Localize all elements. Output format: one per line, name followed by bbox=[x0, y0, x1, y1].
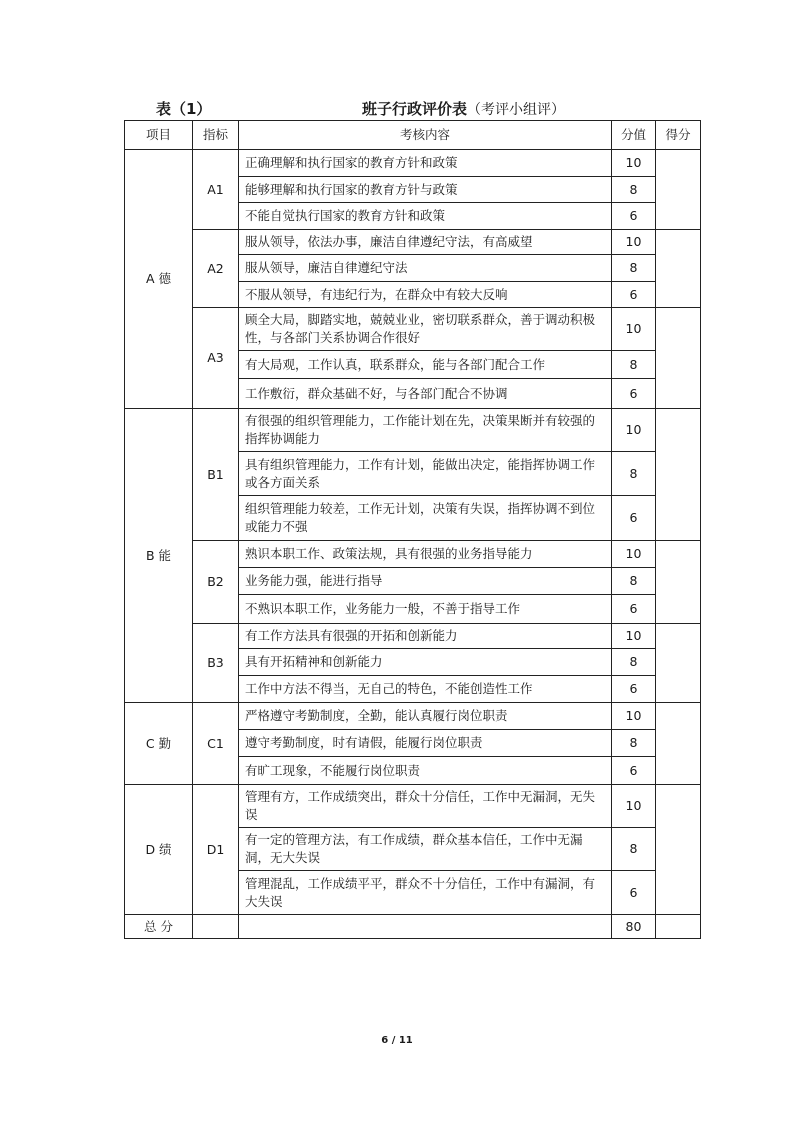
table-row bbox=[125, 150, 701, 177]
score-cell: 8 bbox=[612, 452, 656, 496]
total-row bbox=[125, 915, 701, 939]
earned-score-cell[interactable] bbox=[656, 409, 701, 541]
table-row bbox=[125, 624, 701, 649]
score-cell: 10 bbox=[612, 409, 656, 452]
total-label: 总 分 bbox=[125, 915, 193, 939]
project-cell: D 绩 bbox=[125, 785, 193, 915]
content-cell: 有很强的组织管理能力，工作能计划在先，决策果断并有较强的指挥协调能力 bbox=[239, 409, 612, 452]
content-cell: 正确理解和执行国家的教育方针和政策 bbox=[239, 150, 612, 177]
content-cell: 具有开拓精神和创新能力 bbox=[239, 649, 612, 676]
indicator-cell: D1 bbox=[193, 785, 239, 915]
score-cell: 10 bbox=[612, 308, 656, 351]
title-text: 班子行政评价表 bbox=[362, 100, 468, 118]
earned-score-cell[interactable] bbox=[656, 230, 701, 308]
content-cell: 能够理解和执行国家的教育方针与政策 bbox=[239, 177, 612, 203]
indicator-cell: B1 bbox=[193, 409, 239, 541]
content-cell: 管理有方，工作成绩突出，群众十分信任，工作中无漏洞，无失误 bbox=[239, 785, 612, 828]
content-cell: 工作中方法不得当，无自己的特色，不能创造性工作 bbox=[239, 676, 612, 703]
total-indicator-cell bbox=[193, 915, 239, 939]
table-title bbox=[362, 98, 565, 119]
score-cell: 8 bbox=[612, 351, 656, 379]
content-cell: 不能自觉执行国家的教育方针和政策 bbox=[239, 203, 612, 230]
content-cell: 管理混乱，工作成绩平平，群众不十分信任，工作中有漏洞，有大失误 bbox=[239, 871, 612, 915]
content-cell: 具有组织管理能力，工作有计划，能做出决定，能指挥协调工作或各方面关系 bbox=[239, 452, 612, 496]
content-cell: 业务能力强，能进行指导 bbox=[239, 568, 612, 595]
score-cell: 6 bbox=[612, 282, 656, 308]
indicator-cell: B3 bbox=[193, 624, 239, 703]
score-cell: 6 bbox=[612, 379, 656, 409]
content-cell: 有旷工现象，不能履行岗位职责 bbox=[239, 757, 612, 785]
score-cell: 10 bbox=[612, 624, 656, 649]
table-row bbox=[125, 541, 701, 568]
header-score: 分值 bbox=[612, 121, 656, 150]
header-project: 项目 bbox=[125, 121, 193, 150]
content-cell: 服从领导，廉洁自律遵纪守法 bbox=[239, 255, 612, 282]
earned-score-cell[interactable] bbox=[656, 785, 701, 915]
header-content: 考核内容 bbox=[239, 121, 612, 150]
score-cell: 6 bbox=[612, 203, 656, 230]
evaluation-table bbox=[124, 120, 701, 939]
score-cell: 10 bbox=[612, 150, 656, 177]
title-subtitle: （考评小组评） bbox=[467, 102, 566, 118]
earned-score-cell[interactable] bbox=[656, 150, 701, 230]
table-row bbox=[125, 230, 701, 255]
content-cell: 顾全大局，脚踏实地，兢兢业业，密切联系群众，善于调动积极性，与各部门关系协调合作很好 bbox=[239, 308, 612, 351]
score-cell: 6 bbox=[612, 676, 656, 703]
score-cell: 10 bbox=[612, 230, 656, 255]
indicator-cell: A3 bbox=[193, 308, 239, 409]
table-row bbox=[125, 785, 701, 828]
indicator-cell: C1 bbox=[193, 703, 239, 785]
content-cell: 工作敷衍，群众基础不好，与各部门配合不协调 bbox=[239, 379, 612, 409]
table-label: 表（1） bbox=[156, 100, 212, 118]
content-cell: 有大局观，工作认真，联系群众，能与各部门配合工作 bbox=[239, 351, 612, 379]
header-row bbox=[125, 121, 701, 150]
score-cell: 6 bbox=[612, 757, 656, 785]
content-cell: 严格遵守考勤制度，全勤，能认真履行岗位职责 bbox=[239, 703, 612, 730]
earned-score-cell[interactable] bbox=[656, 703, 701, 785]
header-indicator: 指标 bbox=[193, 121, 239, 150]
score-cell: 8 bbox=[612, 828, 656, 871]
page-number: 6 / 11 bbox=[381, 1035, 413, 1046]
table-row bbox=[125, 703, 701, 730]
content-cell: 有一定的管理方法，有工作成绩，群众基本信任，工作中无漏洞，无大失误 bbox=[239, 828, 612, 871]
score-cell: 8 bbox=[612, 730, 656, 757]
total-score: 80 bbox=[612, 915, 656, 939]
earned-score-cell[interactable] bbox=[656, 308, 701, 409]
header-earned: 得分 bbox=[656, 121, 701, 150]
content-cell: 有工作方法具有很强的开拓和创新能力 bbox=[239, 624, 612, 649]
table-row bbox=[125, 409, 701, 452]
project-cell: A 德 bbox=[125, 150, 193, 409]
score-cell: 8 bbox=[612, 255, 656, 282]
total-content-cell bbox=[239, 915, 612, 939]
score-cell: 8 bbox=[612, 568, 656, 595]
score-cell: 10 bbox=[612, 703, 656, 730]
earned-score-cell[interactable] bbox=[656, 624, 701, 703]
content-cell: 服从领导，依法办事，廉洁自律遵纪守法，有高威望 bbox=[239, 230, 612, 255]
score-cell: 6 bbox=[612, 595, 656, 624]
score-cell: 8 bbox=[612, 177, 656, 203]
indicator-cell: A1 bbox=[193, 150, 239, 230]
score-cell: 10 bbox=[612, 785, 656, 828]
content-cell: 不熟识本职工作，业务能力一般，不善于指导工作 bbox=[239, 595, 612, 624]
content-cell: 遵守考勤制度，时有请假，能履行岗位职责 bbox=[239, 730, 612, 757]
content-cell: 熟识本职工作、政策法规，具有很强的业务指导能力 bbox=[239, 541, 612, 568]
total-earned-cell[interactable] bbox=[656, 915, 701, 939]
score-cell: 10 bbox=[612, 541, 656, 568]
content-cell: 组织管理能力较差，工作无计划，决策有失误，指挥协调不到位或能力不强 bbox=[239, 496, 612, 541]
score-cell: 8 bbox=[612, 649, 656, 676]
table-row bbox=[125, 308, 701, 351]
project-cell: C 勤 bbox=[125, 703, 193, 785]
score-cell: 6 bbox=[612, 871, 656, 915]
project-cell: B 能 bbox=[125, 409, 193, 703]
indicator-cell: A2 bbox=[193, 230, 239, 308]
indicator-cell: B2 bbox=[193, 541, 239, 624]
score-cell: 6 bbox=[612, 496, 656, 541]
earned-score-cell[interactable] bbox=[656, 541, 701, 624]
content-cell: 不服从领导，有违纪行为，在群众中有较大反响 bbox=[239, 282, 612, 308]
